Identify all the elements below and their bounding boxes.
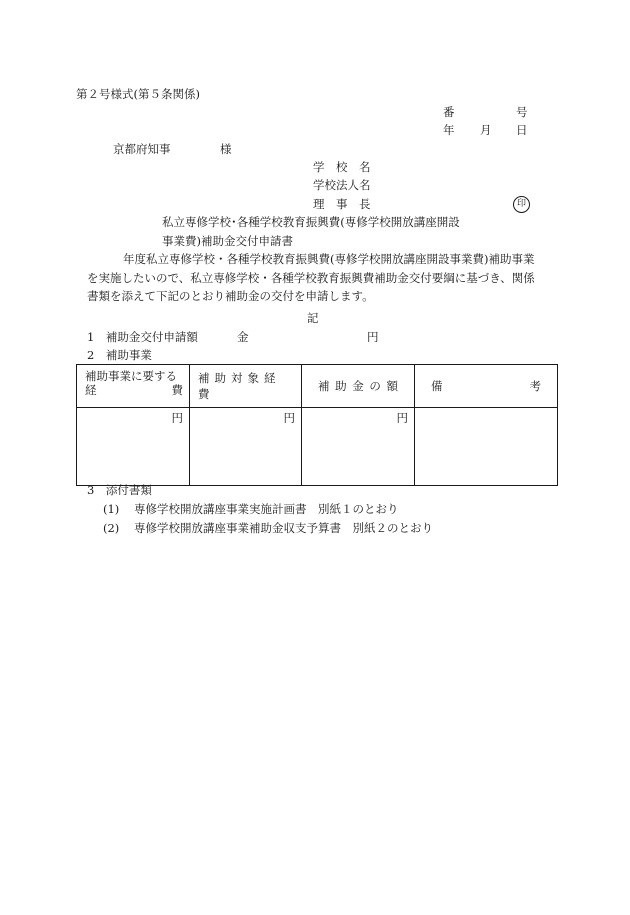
header-subsidy-amount: 補 助 金 の 額	[302, 365, 415, 408]
body-line-2: を実施したいので、私立専修学校・各種学校教育振興費補助金交付要綱に基づき、関係	[87, 271, 535, 285]
section-2-label: 2 補助事業	[87, 348, 152, 362]
title-line-1: 私立専修学校･各種学校教育振興費(専修学校開放講座開設	[162, 215, 460, 229]
header-total-cost: 補助事業に要する 経 費	[77, 365, 190, 408]
school-name-label: 学 校 名	[313, 160, 371, 174]
addressee-honorific: 様	[220, 142, 232, 156]
cell-total-cost: 円	[77, 408, 190, 486]
date-year-label: 年	[443, 123, 455, 137]
attachment-1-text: 専修学校開放講座事業実施計画書 別紙１のとおり	[134, 502, 399, 516]
corp-name-label: 学校法人名	[313, 178, 371, 192]
section-3-label: 3 添付書類	[87, 483, 152, 497]
cell-subsidy-amount: 円	[302, 408, 415, 486]
attachment-2-number: (2)	[103, 521, 120, 535]
body-line-1: 年度私立専修学校・各種学校教育振興費(専修学校開放講座開設事業費)補助事業	[123, 252, 535, 266]
ki-label: 記	[307, 311, 319, 325]
date-month-label: 月	[480, 123, 492, 137]
table-row	[77, 408, 558, 486]
cell-remarks	[415, 408, 558, 486]
attachment-1-number: (1)	[103, 502, 120, 516]
addressee-name: 京都府知事	[113, 142, 171, 156]
number-label-go: 号	[516, 105, 528, 119]
table-header-row	[77, 365, 558, 408]
director-label: 理 事 長	[313, 197, 371, 211]
attachment-2-text: 専修学校開放講座事業補助金収支予算書 別紙２のとおり	[134, 521, 433, 535]
form-label: 第２号様式(第５条関係)	[76, 87, 200, 101]
header-remarks: 備 考	[415, 365, 558, 408]
header-eligible-cost: 補助対象経費	[190, 365, 302, 408]
number-label-ban: 番	[443, 105, 455, 119]
date-day-label: 日	[516, 123, 528, 137]
section-1-label: 1 補助金交付申請額	[87, 330, 198, 344]
cell-eligible-cost: 円	[190, 408, 302, 486]
subsidy-table	[76, 364, 558, 486]
section-1-kin: 金	[237, 330, 249, 344]
title-line-2: 事業費)補助金交付申請書	[162, 234, 293, 248]
seal-mark: 印	[513, 196, 530, 213]
section-1-yen: 円	[367, 330, 379, 344]
body-line-3: 書類を添えて下記のとおり補助金の交付を申請します。	[87, 289, 374, 303]
